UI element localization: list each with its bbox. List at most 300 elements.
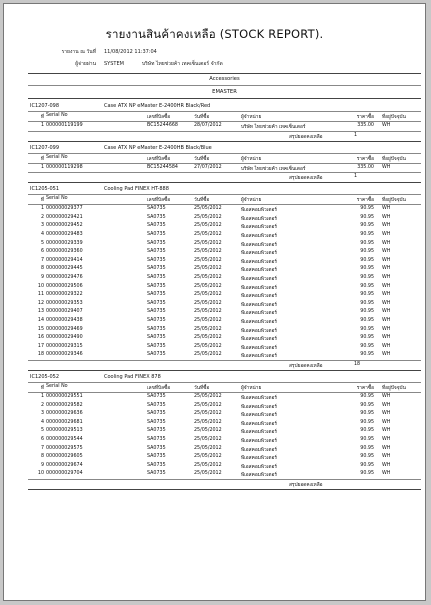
supplier: พีเอสคอมพิวเตอร์ <box>241 277 277 282</box>
supplier: พีเอสคอมพิวเตอร์ <box>241 268 277 274</box>
row-no: 7 <box>40 257 44 263</box>
col-bill: เลขที่บิลซื้อ <box>147 156 171 162</box>
brand-label: EMASTER <box>212 89 237 95</box>
bill-no: SA0735 <box>147 437 166 442</box>
serial-no: 000000029544 <box>46 437 83 442</box>
row-no: 6 <box>40 249 44 255</box>
supplier: บริษัท ไทยช่วยค้า เทคเซ็นเตอร์ <box>241 166 306 172</box>
purchase-date: 25/05/2012 <box>194 471 222 477</box>
report-title: รายงานสินค้าคงเหลือ (STOCK REPORT). <box>105 27 324 41</box>
row-no: 5 <box>40 428 44 434</box>
bill-no: SA0735 <box>147 454 166 460</box>
table-row <box>28 240 421 248</box>
cost: 90.95 <box>360 232 374 237</box>
serial-no: 000000029636 <box>46 411 83 417</box>
purchase-date: 25/05/2012 <box>194 343 222 349</box>
print-date-value: 11/08/2012 11:37:04 <box>104 49 157 55</box>
row-no: 6 <box>40 437 44 442</box>
row-no: 8 <box>40 266 44 272</box>
row-no: 12 <box>37 300 44 306</box>
serial-no: 000000029513 <box>46 428 83 434</box>
row-no: 18 <box>37 352 44 358</box>
bill-no: SA0735 <box>147 283 166 289</box>
warehouse: WH <box>382 394 391 399</box>
col-bill: เลขที่บิลซื้อ <box>147 386 171 391</box>
table-row <box>28 214 421 222</box>
bill-no: BC15244668 <box>147 123 178 128</box>
cost: 90.95 <box>360 394 374 399</box>
warehouse: WH <box>382 214 391 220</box>
supplier: พีเอสคอมพิวเตอร์ <box>241 439 277 444</box>
column-header-row <box>28 383 421 391</box>
bill-no: SA0735 <box>147 275 166 280</box>
purchase-date: 25/05/2012 <box>194 309 222 315</box>
cost: 90.95 <box>360 275 374 280</box>
serial-no: 000000029346 <box>46 352 83 358</box>
col-cost: ราคาซื้อ <box>356 115 374 120</box>
col-warehouse: ที่อยู่ปัจจุบัน <box>382 156 406 162</box>
table-row <box>28 462 421 470</box>
purchase-date: 25/05/2012 <box>194 223 222 229</box>
summary-label: สรุปยอดคงเหลือ <box>289 364 323 369</box>
cost: 90.95 <box>360 206 374 212</box>
supplier: พีเอสคอมพิวเตอร์ <box>241 328 277 334</box>
purchase-date: 25/05/2012 <box>194 352 222 358</box>
table-row <box>28 291 421 299</box>
serial-no: 000000119199 <box>46 123 83 128</box>
cost: 90.95 <box>360 445 374 451</box>
purchase-date: 25/05/2012 <box>194 454 222 460</box>
bill-no: SA0735 <box>147 445 166 451</box>
serial-no: 000000029506 <box>46 283 83 289</box>
bill-no: SA0735 <box>147 326 166 332</box>
col-date: วันที่ซื้อ <box>194 156 210 162</box>
item-code: IC1205-052 <box>30 374 60 380</box>
col-serial: Serial No <box>46 113 68 118</box>
col-supplier: ผู้จำหน่าย <box>241 198 262 204</box>
col-bill: เลขที่บิลซื้อ <box>147 115 171 120</box>
bill-no: SA0735 <box>147 394 166 399</box>
bill-no: SA0735 <box>147 223 166 229</box>
purchase-date: 25/05/2012 <box>194 394 222 399</box>
purchase-date: 28/07/2012 <box>194 123 222 128</box>
cost: 90.95 <box>360 292 374 298</box>
row-no: 16 <box>37 335 44 341</box>
serial-no: 000000029469 <box>46 326 83 332</box>
table-row <box>28 453 421 461</box>
row-no: 9 <box>40 462 44 468</box>
col-no: ที่ <box>40 386 44 391</box>
serial-no: 000000029377 <box>46 206 83 212</box>
row-no: 4 <box>40 419 44 425</box>
summary-label: สรุปยอดคงเหลือ <box>289 134 323 140</box>
supplier: พีเอสคอมพิวเตอร์ <box>241 216 277 222</box>
cost: 90.95 <box>360 318 374 323</box>
divider <box>28 85 421 86</box>
supplier: พีเอสคอมพิวเตอร์ <box>241 337 277 343</box>
table-row <box>28 402 421 410</box>
supplier: พีเอสคอมพิวเตอร์ <box>241 413 277 419</box>
serial-no: 000000029483 <box>46 232 83 237</box>
purchase-date: 27/07/2012 <box>194 164 222 170</box>
row-no: 1 <box>40 394 44 399</box>
col-serial: Serial No <box>46 384 68 389</box>
serial-no: 000000029414 <box>46 257 83 263</box>
col-date: วันที่ซื้อ <box>194 386 210 391</box>
item-description: Cooling Pad FINEX 878 <box>104 374 161 380</box>
serial-no: 000000029476 <box>46 275 83 280</box>
purchase-date: 25/05/2012 <box>194 318 222 323</box>
warehouse: WH <box>382 232 391 237</box>
serial-no: 000000029452 <box>46 223 83 229</box>
purchase-date: 25/05/2012 <box>194 232 222 237</box>
cost: 90.95 <box>360 454 374 460</box>
purchase-date: 25/05/2012 <box>194 300 222 306</box>
bill-no: SA0735 <box>147 352 166 358</box>
col-warehouse: ที่อยู่ปัจจุบัน <box>382 198 406 204</box>
user-value: SYSTEM <box>104 61 124 67</box>
row-no: 1 <box>40 206 44 212</box>
table-row <box>28 274 421 282</box>
purchase-date: 25/05/2012 <box>194 445 222 451</box>
bill-no: SA0735 <box>147 411 166 417</box>
table-row <box>28 410 421 418</box>
table-row <box>28 427 421 435</box>
table-row <box>28 334 421 342</box>
user-line <box>40 60 223 68</box>
table-row <box>28 222 421 230</box>
serial-no: 000000029445 <box>46 266 83 272</box>
table-row <box>28 300 421 308</box>
row-no: 2 <box>40 214 44 220</box>
warehouse: WH <box>382 402 391 408</box>
item-description: Case ATX NP eMaster E-2400HR Black/Red <box>104 103 211 109</box>
serial-no: 000000029353 <box>46 300 83 306</box>
item-code: IC1207-099 <box>30 144 60 151</box>
col-cost: ราคาซื้อ <box>356 156 374 162</box>
warehouse: WH <box>382 240 391 246</box>
row-no: 2 <box>40 402 44 408</box>
warehouse: WH <box>382 352 391 358</box>
bill-no: SA0735 <box>147 292 166 298</box>
supplier: พีเอสคอมพิวเตอร์ <box>241 473 277 479</box>
cost: 90.95 <box>360 462 374 468</box>
purchase-date: 25/05/2012 <box>194 206 222 212</box>
supplier: พีเอสคอมพิวเตอร์ <box>241 320 277 325</box>
warehouse: WH <box>382 428 391 434</box>
supplier: พีเอสคอมพิวเตอร์ <box>241 242 277 248</box>
table-row <box>28 351 421 359</box>
row-no: 1 <box>40 123 44 128</box>
summary-label: สรุปยอดคงเหลือ <box>289 483 323 488</box>
warehouse: WH <box>382 266 391 272</box>
supplier: พีเอสคอมพิวเตอร์ <box>241 251 277 257</box>
col-cost: ราคาซื้อ <box>356 386 374 391</box>
supplier: พีเอสคอมพิวเตอร์ <box>241 294 277 300</box>
col-warehouse: ที่อยู่ปัจจุบัน <box>382 386 406 391</box>
bill-no: SA0735 <box>147 249 166 255</box>
summary-count: 1 <box>354 132 358 138</box>
cost: 90.95 <box>360 266 374 272</box>
row-no: 1 <box>40 164 44 170</box>
summary-count: 18 <box>354 362 361 367</box>
bill-no: SA0735 <box>147 266 166 272</box>
supplier: พีเอสคอมพิวเตอร์ <box>241 345 277 351</box>
bill-no: SA0735 <box>147 343 166 349</box>
bill-no: SA0735 <box>147 419 166 425</box>
warehouse: WH <box>382 300 391 306</box>
supplier: พีเอสคอมพิวเตอร์ <box>241 354 277 360</box>
divider <box>28 370 421 371</box>
row-no: 13 <box>37 309 44 315</box>
company-name: บริษัท ไทยช่วยค้า เทคเซ็นเตอร์ จำกัด <box>141 61 223 67</box>
cost: 90.95 <box>360 300 374 306</box>
table-row <box>28 317 421 325</box>
purchase-date: 25/05/2012 <box>194 249 222 255</box>
group-header <box>28 185 421 193</box>
serial-no: 000000029681 <box>46 419 83 425</box>
table-row <box>28 343 421 351</box>
warehouse: WH <box>382 206 391 212</box>
warehouse: WH <box>382 343 391 349</box>
supplier: พีเอสคอมพิวเตอร์ <box>241 311 277 317</box>
group-summary <box>28 132 421 140</box>
warehouse: WH <box>382 275 391 280</box>
cost: 90.95 <box>360 240 374 246</box>
col-supplier: ผู้จำหน่าย <box>241 115 262 120</box>
group-header <box>28 144 421 152</box>
serial-no: 000000029551 <box>46 394 83 399</box>
purchase-date: 25/05/2012 <box>194 428 222 434</box>
warehouse: WH <box>382 249 391 255</box>
table-row <box>28 164 421 172</box>
warehouse: WH <box>382 257 391 263</box>
serial-no: 000000029490 <box>46 335 83 341</box>
serial-no: 000000029704 <box>46 471 83 477</box>
group-header <box>28 102 421 110</box>
table-row <box>28 231 421 239</box>
purchase-date: 25/05/2012 <box>194 462 222 468</box>
warehouse: WH <box>382 309 391 315</box>
divider <box>28 182 421 183</box>
warehouse: WH <box>382 462 391 468</box>
row-no: 10 <box>37 283 44 289</box>
serial-no: 000000029360 <box>46 249 83 255</box>
divider <box>28 73 421 74</box>
item-code: IC1207-098 <box>30 103 60 109</box>
serial-no: 000000029315 <box>46 343 83 349</box>
supplier: พีเอสคอมพิวเตอร์ <box>241 464 277 470</box>
bill-no: SA0735 <box>147 206 166 212</box>
warehouse: WH <box>382 454 391 460</box>
cost: 335.00 <box>357 123 374 128</box>
table-row <box>28 283 421 291</box>
row-no: 8 <box>40 454 44 460</box>
cost: 90.95 <box>360 223 374 229</box>
bill-no: SA0735 <box>147 462 166 468</box>
serial-no: 000000029339 <box>46 240 83 246</box>
table-row <box>28 445 421 453</box>
table-row <box>28 257 421 265</box>
supplier: พีเอสคอมพิวเตอร์ <box>241 285 277 291</box>
table-row <box>28 419 421 427</box>
purchase-date: 25/05/2012 <box>194 419 222 425</box>
bill-no: SA0735 <box>147 335 166 341</box>
cost: 90.95 <box>360 419 374 425</box>
bill-no: SA0735 <box>147 300 166 306</box>
column-header-row <box>28 154 421 162</box>
bill-no: BC15244584 <box>147 164 178 170</box>
user-label: ผู้จ่ายผ่าน <box>75 61 96 67</box>
row-no: 10 <box>37 471 44 477</box>
warehouse: WH <box>382 326 391 332</box>
warehouse: WH <box>382 318 391 323</box>
cost: 90.95 <box>360 343 374 349</box>
warehouse: WH <box>382 445 391 451</box>
category-label: Accessories <box>209 76 240 82</box>
col-no: ที่ <box>40 115 44 120</box>
serial-no: 000000029605 <box>46 454 83 460</box>
bill-no: SA0735 <box>147 309 166 315</box>
table-row <box>28 326 421 334</box>
print-date-label: รายงาน ณ วันที่ <box>61 49 96 55</box>
col-supplier: ผู้จำหน่าย <box>241 386 262 391</box>
cost: 90.95 <box>360 437 374 442</box>
col-supplier: ผู้จำหน่าย <box>241 156 262 162</box>
divider <box>28 141 421 142</box>
serial-no: 000000029322 <box>46 292 83 298</box>
cost: 90.95 <box>360 283 374 289</box>
purchase-date: 25/05/2012 <box>194 292 222 298</box>
bill-no: SA0735 <box>147 428 166 434</box>
group-summary <box>28 361 421 369</box>
table-row <box>28 265 421 273</box>
cost: 90.95 <box>360 257 374 263</box>
cost: 90.95 <box>360 309 374 315</box>
bill-no: SA0735 <box>147 232 166 237</box>
row-no: 3 <box>40 411 44 417</box>
col-warehouse: ที่อยู่ปัจจุบัน <box>382 115 406 120</box>
cost: 90.95 <box>360 428 374 434</box>
divider <box>28 98 421 99</box>
purchase-date: 25/05/2012 <box>194 275 222 280</box>
purchase-date: 25/05/2012 <box>194 240 222 246</box>
serial-no: 000000029674 <box>46 462 83 468</box>
row-no: 7 <box>40 445 44 451</box>
bill-no: SA0735 <box>147 240 166 246</box>
purchase-date: 25/05/2012 <box>194 266 222 272</box>
cost: 90.95 <box>360 335 374 341</box>
cost: 90.95 <box>360 411 374 417</box>
cost: 90.95 <box>360 402 374 408</box>
row-no: 4 <box>40 232 44 237</box>
purchase-date: 25/05/2012 <box>194 326 222 332</box>
serial-no: 000000119298 <box>46 164 83 170</box>
warehouse: WH <box>382 437 391 442</box>
col-no: ที่ <box>40 156 44 162</box>
col-date: วันที่ซื้อ <box>194 115 210 120</box>
purchase-date: 25/05/2012 <box>194 283 222 289</box>
column-header-row <box>28 195 421 203</box>
supplier: พีเอสคอมพิวเตอร์ <box>241 259 277 265</box>
purchase-date: 25/05/2012 <box>194 411 222 417</box>
row-no: 3 <box>40 223 44 229</box>
row-no: 9 <box>40 275 44 280</box>
serial-no: 000000029421 <box>46 214 83 220</box>
table-row <box>28 308 421 316</box>
summary-label: สรุปยอดคงเหลือ <box>289 176 323 182</box>
supplier: บริษัท ไทยช่วยค้า เทคเซ็นเตอร์ <box>241 125 306 130</box>
summary-count: 1 <box>354 174 358 180</box>
warehouse: WH <box>382 335 391 341</box>
cost: 90.95 <box>360 352 374 358</box>
serial-no: 000000029407 <box>46 309 83 315</box>
group-header <box>28 373 421 381</box>
serial-no: 000000029575 <box>46 445 83 451</box>
bill-no: SA0735 <box>147 471 166 477</box>
group-summary <box>28 480 421 488</box>
cost: 90.95 <box>360 326 374 332</box>
supplier: พีเอสคอมพิวเตอร์ <box>241 447 277 453</box>
serial-no: 000000029582 <box>46 402 83 408</box>
supplier: พีเอสคอมพิวเตอร์ <box>241 404 277 410</box>
warehouse: WH <box>382 292 391 298</box>
supplier: พีเอสคอมพิวเตอร์ <box>241 225 277 231</box>
col-bill: เลขที่บิลซื้อ <box>147 198 171 204</box>
row-no: 17 <box>37 343 44 349</box>
table-row <box>28 122 421 130</box>
bill-no: SA0735 <box>147 257 166 263</box>
supplier: พีเอสคอมพิวเตอร์ <box>241 396 277 401</box>
supplier: พีเอสคอมพิวเตอร์ <box>241 430 277 436</box>
warehouse: WH <box>382 223 391 229</box>
row-no: 5 <box>40 240 44 246</box>
warehouse: WH <box>382 123 391 128</box>
print-date-line <box>40 48 157 56</box>
divider <box>28 489 421 490</box>
col-no: ที่ <box>40 198 44 204</box>
item-description: Cooling Pad FINEX HT-888 <box>104 186 169 193</box>
row-no: 14 <box>37 318 44 323</box>
col-cost: ราคาซื้อ <box>356 198 374 204</box>
cost: 335.00 <box>357 164 374 170</box>
table-row <box>28 436 421 444</box>
purchase-date: 25/05/2012 <box>194 214 222 220</box>
bill-no: SA0735 <box>147 214 166 220</box>
purchase-date: 25/05/2012 <box>194 335 222 341</box>
warehouse: WH <box>382 471 391 477</box>
supplier: พีเอสคอมพิวเตอร์ <box>241 302 277 308</box>
table-row <box>28 470 421 478</box>
supplier: พีเอสคอมพิวเตอร์ <box>241 234 277 239</box>
col-serial: Serial No <box>46 196 68 202</box>
supplier: พีเอสคอมพิวเตอร์ <box>241 208 277 214</box>
row-no: 11 <box>37 292 44 298</box>
supplier: พีเอสคอมพิวเตอร์ <box>241 421 277 427</box>
cost: 90.95 <box>360 471 374 477</box>
warehouse: WH <box>382 411 391 417</box>
bill-no: SA0735 <box>147 318 166 323</box>
warehouse: WH <box>382 283 391 289</box>
purchase-date: 25/05/2012 <box>194 257 222 263</box>
column-header-row <box>28 112 421 120</box>
item-description: Case ATX NP eMaster E-2400HB Black/Blue <box>104 144 212 151</box>
group-summary <box>28 173 421 181</box>
warehouse: WH <box>382 419 391 425</box>
table-row <box>28 393 421 401</box>
serial-no: 000000029438 <box>46 318 83 323</box>
bill-no: SA0735 <box>147 402 166 408</box>
